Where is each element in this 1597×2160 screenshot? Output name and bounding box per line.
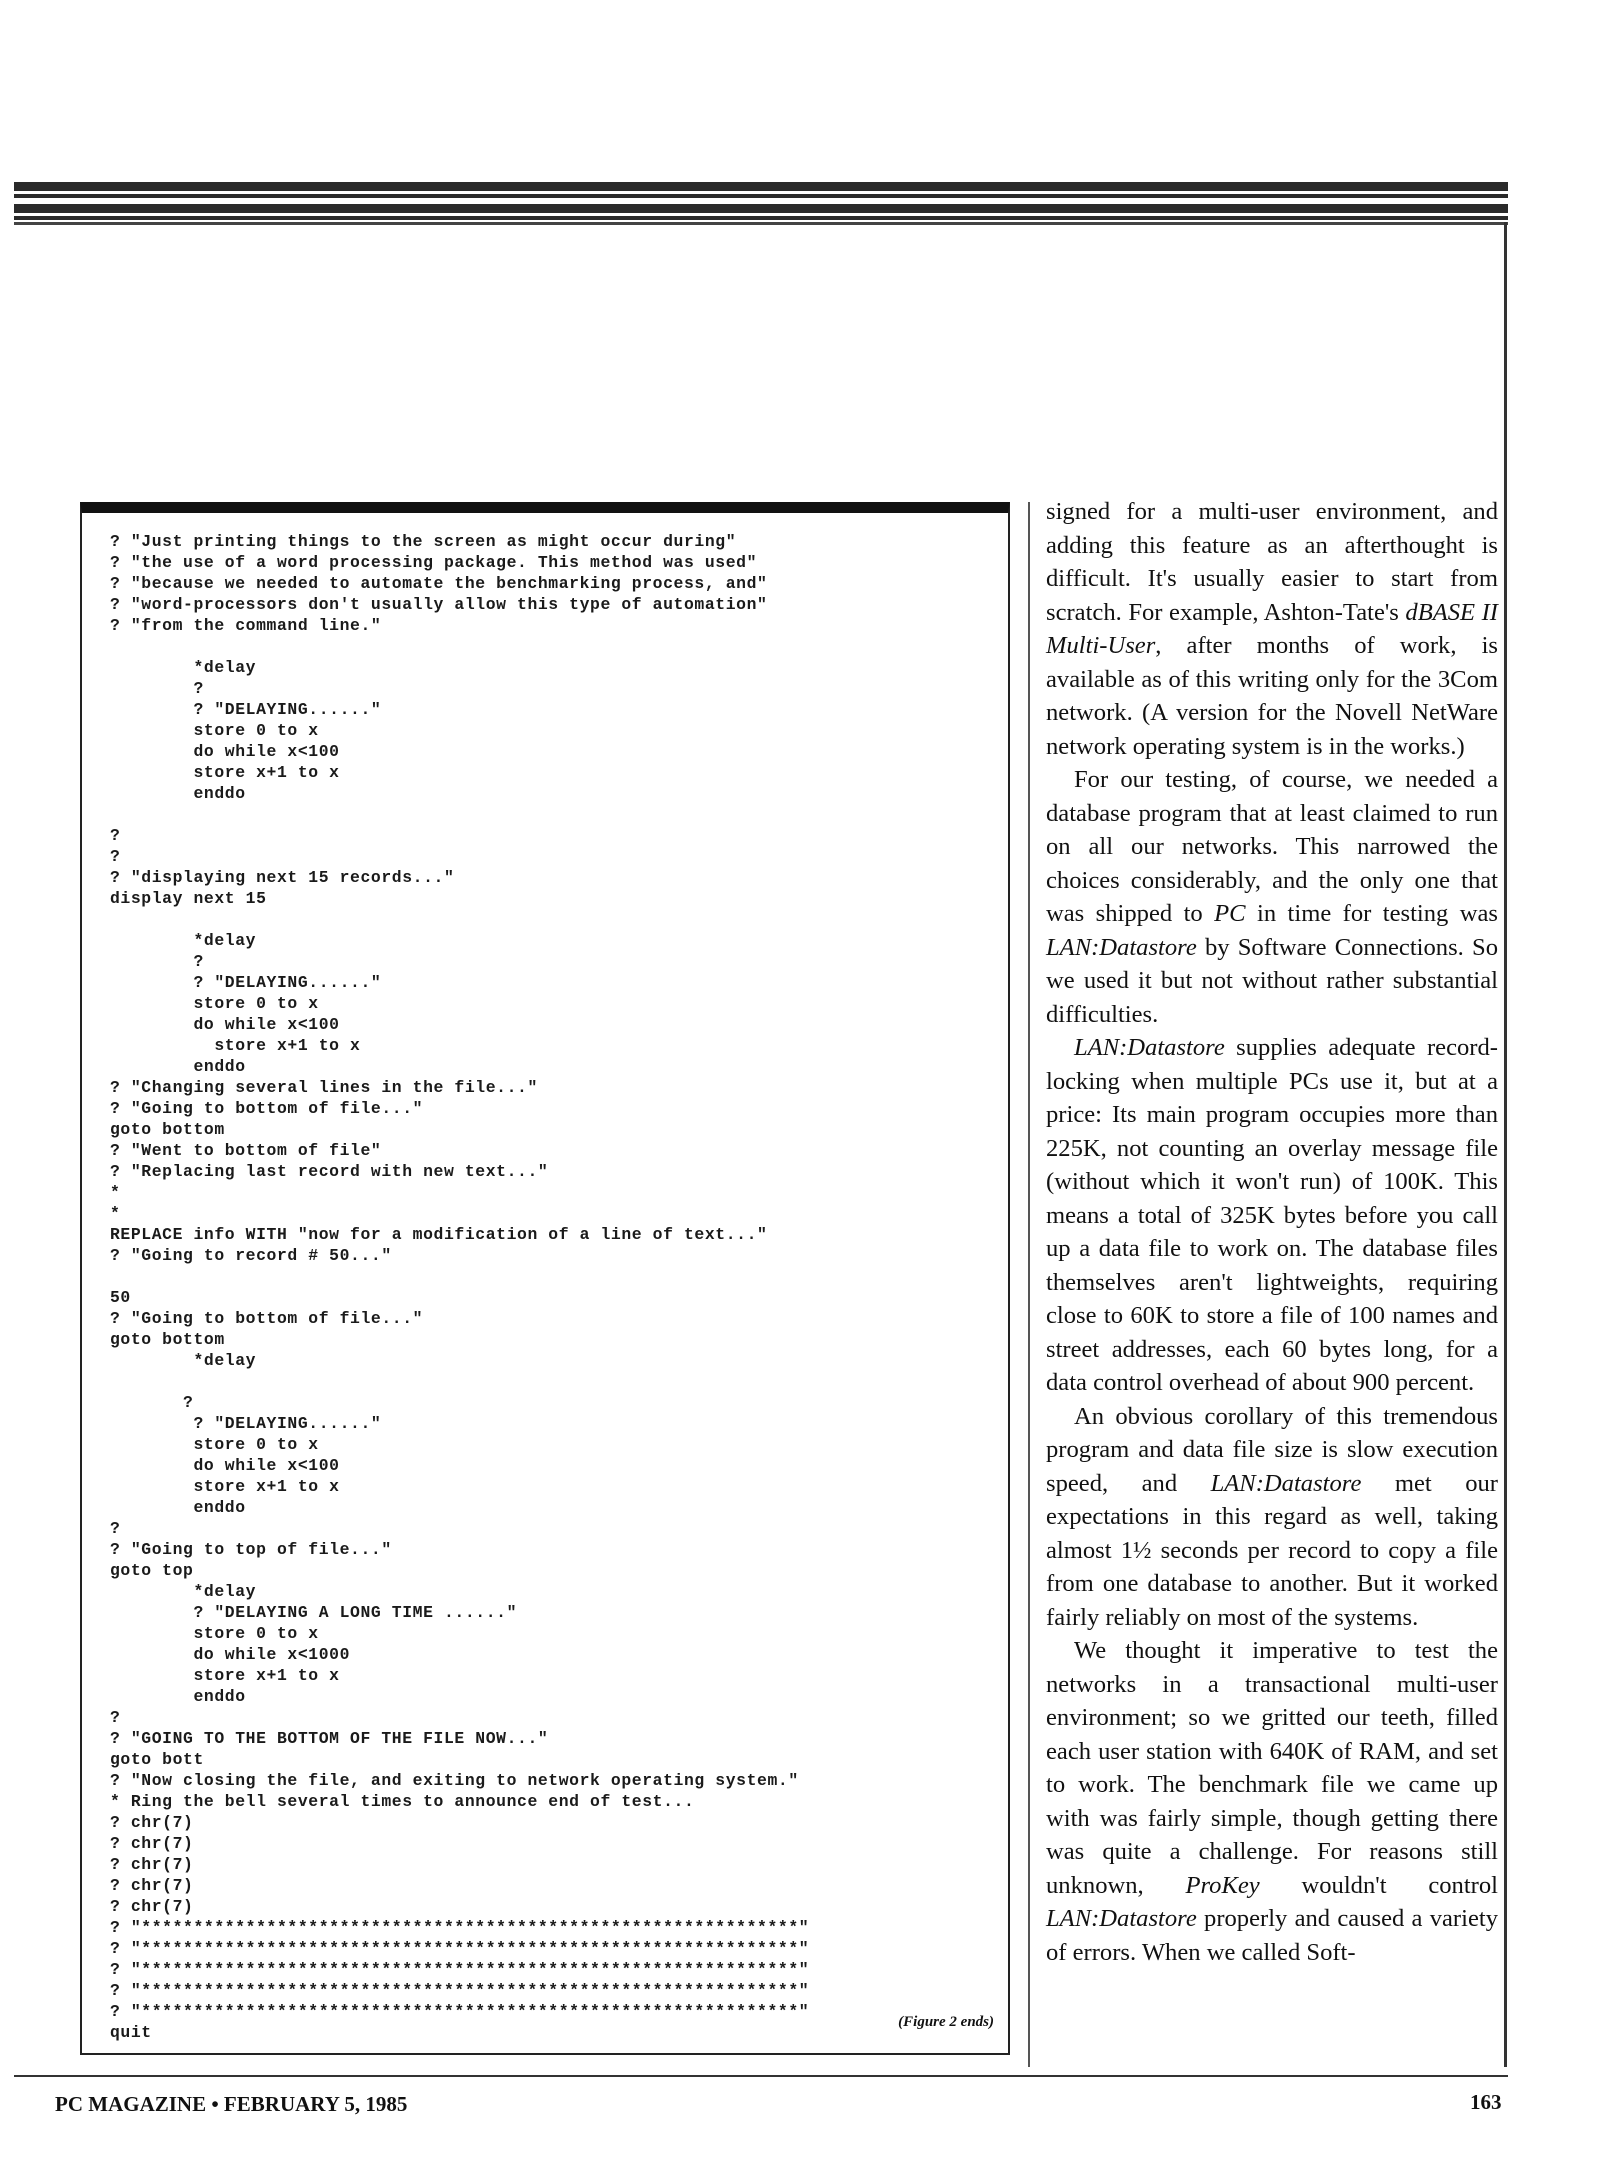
figure-caption: (Figure 2 ends) <box>898 2014 994 2030</box>
page-number: 163 <box>1470 2090 1502 2114</box>
article-paragraph: For our testing, of course, we needed a database program that at least claimed to run on all our networks. This narrowed the choices considerably, and the only one that was shipped to PC in time for testing was LAN:Datastore by Software Connections. So we used it but not without rather substantial difficulties. <box>1046 766 1498 1028</box>
header-rule-thick <box>14 182 1508 191</box>
page-frame-right <box>1504 222 1507 2067</box>
article-paragraph: LAN:Datastore supplies adequate record-locking when multiple PCs use it, but at a price: Its main program occupies more than 225K, not counting an overlay message file (without which it won't run) of 100K. This means a total of 325K bytes before you call up a data file to work on. The database files themselves aren't lightweights, requiring close to 60K to store a file of 100 names and street addresses, each 60 bytes long, for a data control overhead of about 900 percent. <box>1046 1034 1498 1396</box>
article-column <box>1046 495 1498 1969</box>
article-paragraph: We thought it imperative to test the networks in a transactional multi-user environment; so we gritted our teeth, filled each user station with 640K of RAM, and set to work. The benchmark file we came up with was fairly simple, though getting there was quite a challenge. For reasons still unknown, ProKey wouldn't control LAN:Datastore properly and caused a variety of errors. When we called Soft- <box>1046 1637 1498 1966</box>
figure-code-listing <box>80 502 1010 2055</box>
header-rule-thick-2 <box>14 204 1508 213</box>
header-rule-thin-2 <box>14 216 1508 220</box>
footer-publication: PC MAGAZINE • FEBRUARY 5, 1985 <box>55 2092 408 2116</box>
article-paragraph: signed for a multi-user environment, and adding this feature as an afterthought is difficult. It's usually easier to start from scratch. For example, Ashton-Tate's dBASE II Multi-User, after months of work, is available as of this writing only for the 3Com network. (A version for the Novell NetWare network operating system is in the works.) <box>1046 498 1498 760</box>
article-paragraph: An obvious corollary of this tremendous program and data file size is slow execution speed, and LAN:Datastore met our expectations in this regard as well, taking almost 1½ seconds per record to copy a file from one database to another. But it worked fairly reliably on most of the systems. <box>1046 1402 1498 1631</box>
header-rule-thin <box>14 194 1508 198</box>
footer-rule <box>14 2075 1508 2077</box>
header-rule-base <box>14 222 1508 225</box>
column-divider <box>1028 502 1030 2067</box>
code-listing-text: ? "Just printing things to the screen as might occur during" ? "the use of a word processing package. This method was used" ? "because we needed to automate the benchmarking process, and" ? "word-processors don't usually allow this type of automation" ? "from the command line." *delay ? ? "DELAYING......" store 0 to x do while x<100 store x+1 to x enddo ? ? ? "displaying next 15 records..." display next 15 *delay ? ? "DELAYING......" store 0 to x do while x<100 store x+1 to x enddo ? "Changing several lines in the file..." ? "Going to bottom of file..." goto bottom ? "Went to bottom of file" ? "Replacing last record with new text..." * * REPLACE info WITH "now for a modification of a line of text..." ? "Going to record # 50..." 50 ? "Going to bottom of file..." goto bottom *delay ? ? "DELAYING......" store 0 to x do while x<100 store x+1 to x enddo ? ? "Going to top of file..." goto top *delay ? "DELAYING A LONG TIME ......" store 0 to x do while x<1000 store x+1 to x enddo ? ? "GOING TO THE BOTTOM OF THE FILE NOW..." goto bott ? "Now closing the file, and exiting to network operating system." * Ring the bell several times to announce end of test... ? chr(7) ? chr(7) ? chr(7) ? chr(7) ? chr(7) ? "***************************************************************" ? "***************************************************************" ? "***************************************************************" ? "***************************************************************" ? "***************************************************************" quit <box>110 532 810 2042</box>
